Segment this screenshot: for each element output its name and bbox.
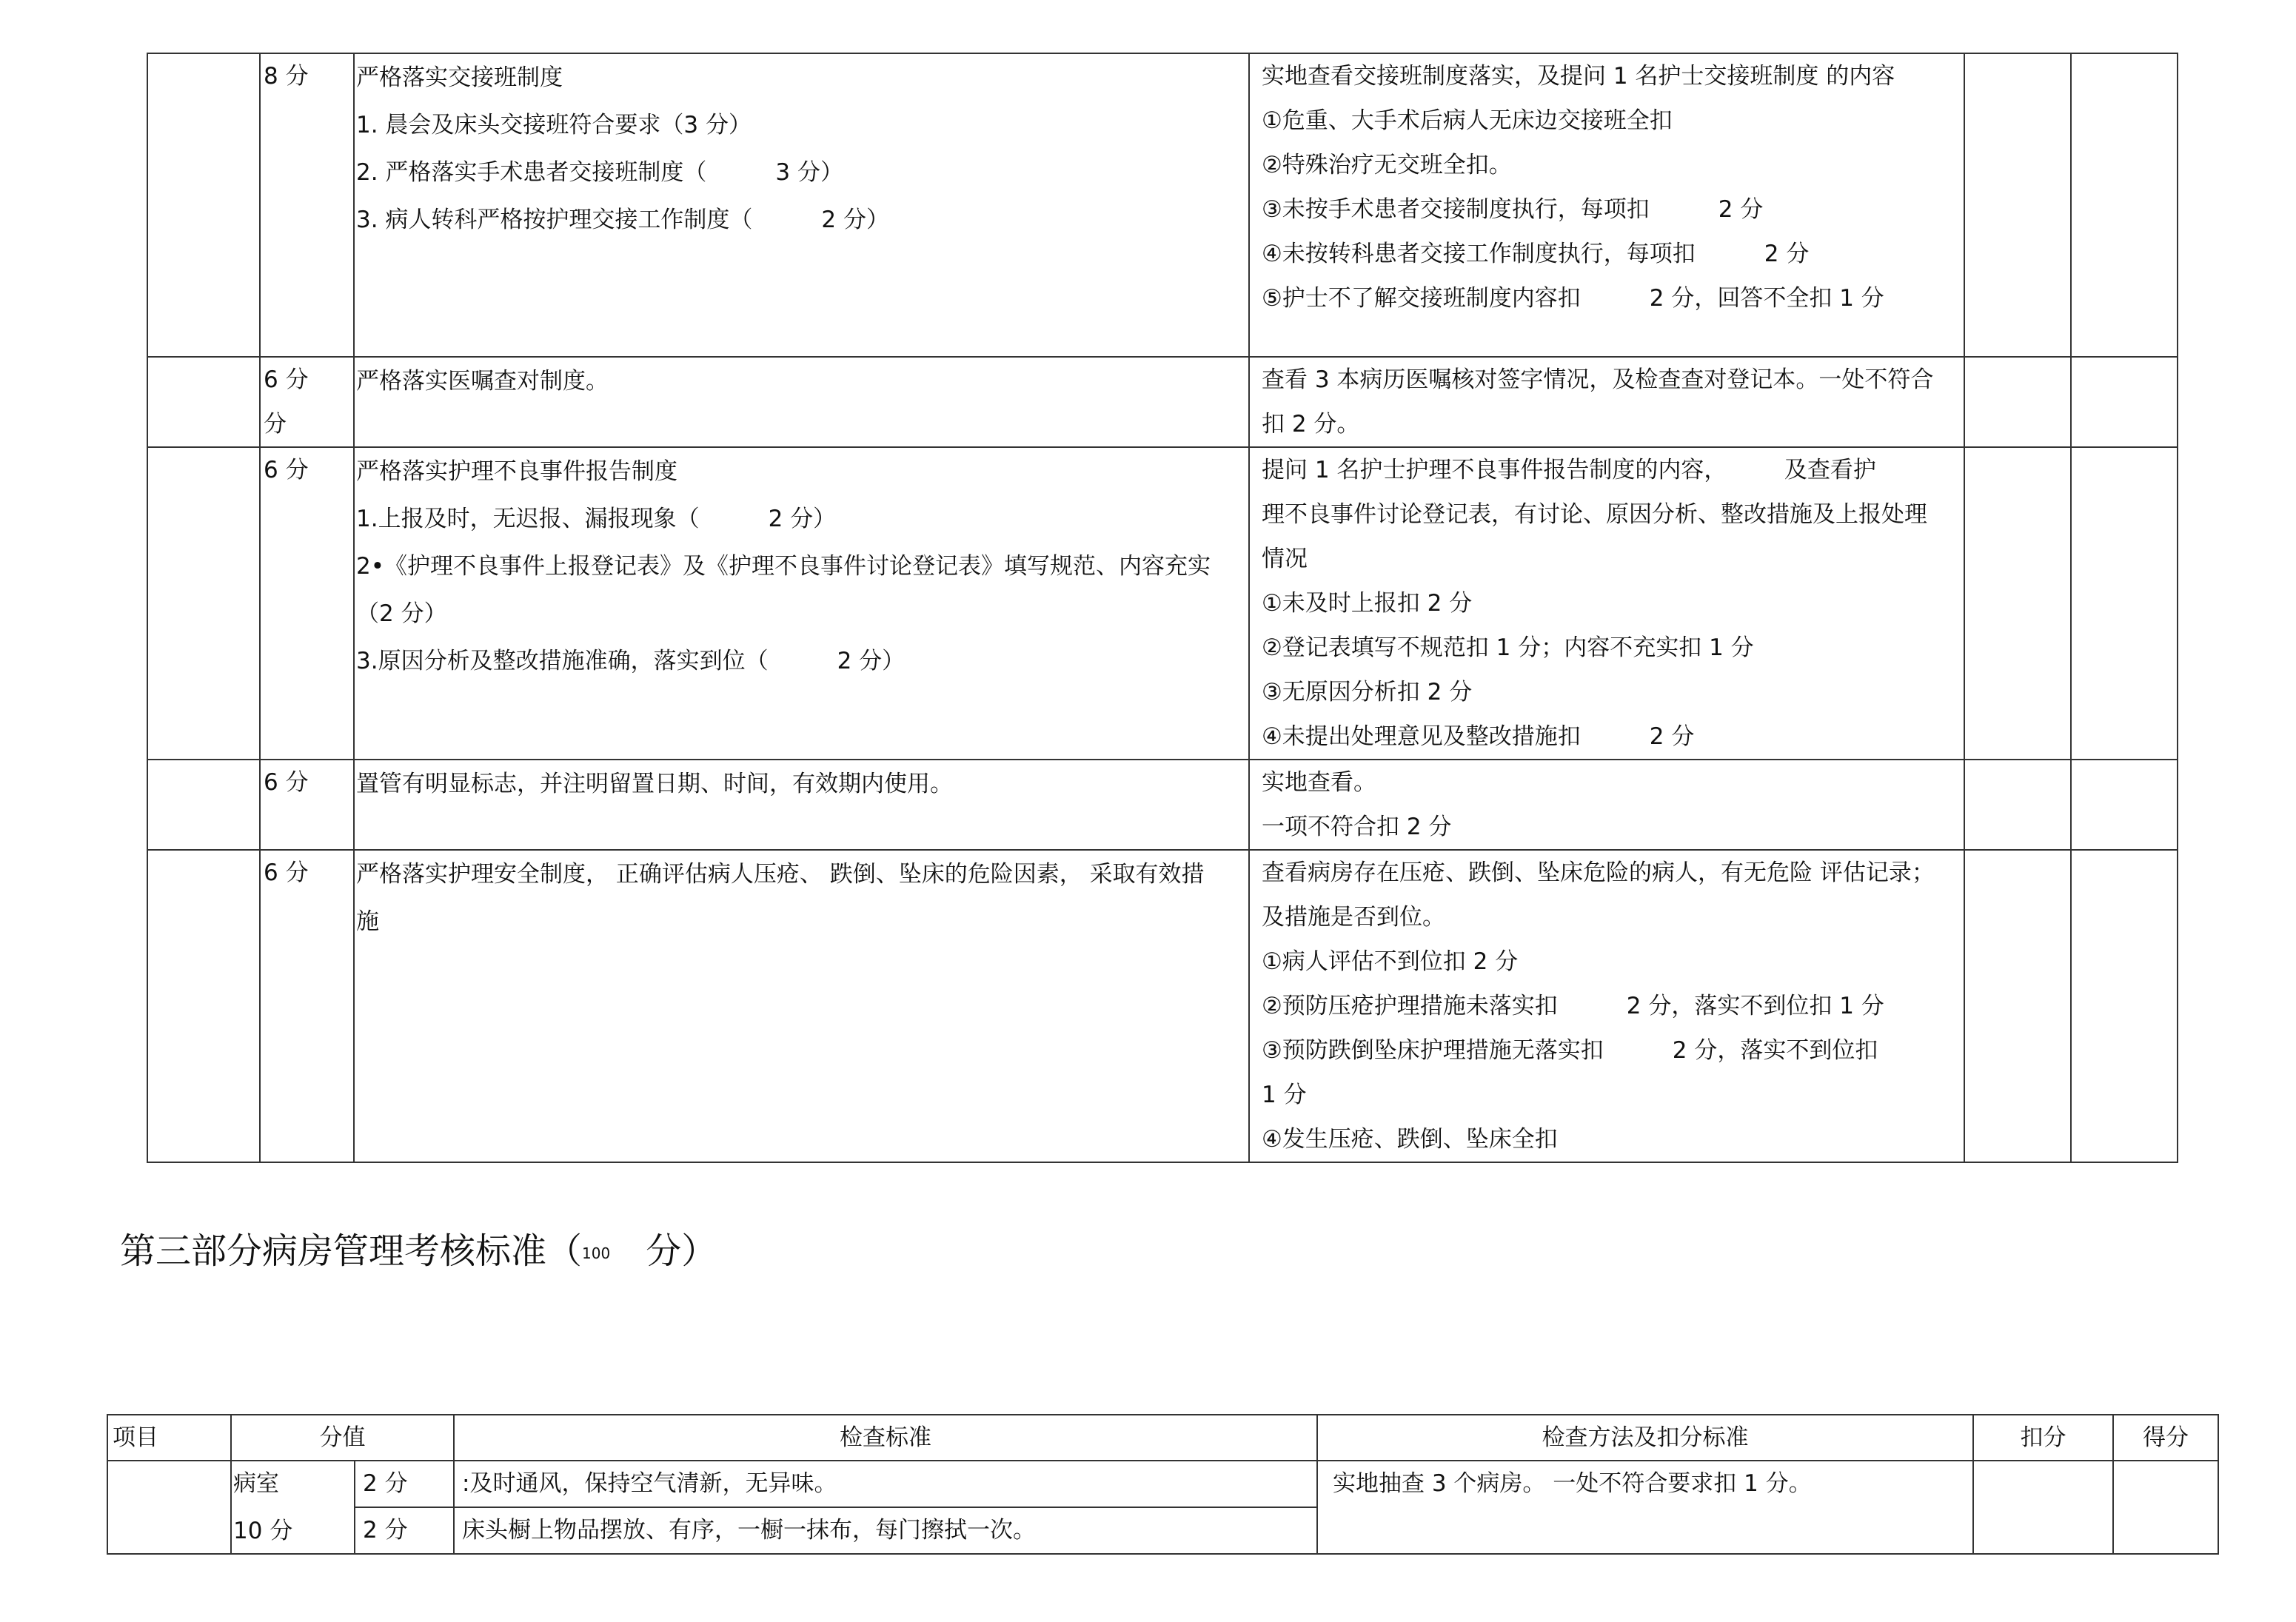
header-score: 分值 [231, 1415, 454, 1461]
standard-line: 严格落实交接班制度 [356, 64, 563, 91]
header-deduction: 扣分 [1973, 1415, 2113, 1461]
score-cell [260, 760, 354, 850]
item-cell [147, 760, 260, 850]
method-cell: 实地抽查 3 个病房。 一处不符合要求扣 1 分。 [1317, 1461, 1973, 1554]
final-score-cell [2071, 357, 2178, 447]
method-line: 查看病房存在压疮、跌倒、坠床危险的病人，有无危险 评估记录； [1262, 859, 1935, 886]
standard-cell: 床头橱上物品摆放、有序，一橱一抹布，每门擦拭一次。 [454, 1507, 1317, 1554]
score-value: 6 分 分 [264, 366, 309, 438]
method-cell [1249, 850, 1964, 1162]
standard-cell [354, 447, 1249, 760]
deduction-cell [1964, 53, 2071, 357]
item-cell [147, 53, 260, 357]
deduction-cell [1964, 850, 2071, 1162]
method-cell [1249, 357, 1964, 447]
final-score-cell [2071, 850, 2178, 1162]
method-cell [1249, 760, 1964, 850]
standard-cell [354, 850, 1249, 1162]
header-item: 项目 [107, 1415, 231, 1461]
header-standard: 检查标准 [454, 1415, 1317, 1461]
method-line: ①未及时上报扣 2 分 [1262, 590, 1473, 617]
score-cell [260, 447, 354, 760]
standard-line: 严格落实护理不良事件报告制度 [356, 458, 677, 485]
deduction-cell [1964, 447, 2071, 760]
method-line: 1 分 [1262, 1082, 1307, 1108]
standard-line: 施 [356, 908, 379, 935]
standard-line: 1.上报及时，无迟报、漏报现象（ 2 分） [356, 506, 837, 532]
standard-cell: :及时通风，保持空气清新，无异味。 [454, 1461, 1317, 1507]
standard-line: （2 分） [356, 600, 447, 627]
method-line: ②登记表填写不规范扣 1 分；内容不充实扣 1 分 [1262, 634, 1754, 661]
method-line: ③未按手术患者交接制度执行，每项扣 2 分 [1262, 196, 1764, 223]
method-line: ①病人评估不到位扣 2 分 [1262, 948, 1519, 975]
final-score-cell [2071, 447, 2178, 760]
method-line: ④未提出处理意见及整改措施扣 2 分 [1262, 723, 1695, 750]
section-title: 第三部分病房管理考核标准（100 分） [120, 1230, 717, 1272]
method-line: 提问 1 名护士护理不良事件报告制度的内容， 及查看护 [1262, 457, 1876, 483]
method-line: 扣 2 分。 [1262, 411, 1360, 438]
method-line: 及措施是否到位。 [1262, 904, 1445, 931]
method-line: 实地查看交接班制度落实，及提问 1 名护士交接班制度 的内容 [1262, 63, 1895, 90]
method-line: 查看 3 本病历医嘱核对签字情况，及检查查对登记本。一处不符合 [1262, 366, 1934, 393]
nursing-quality-table-continued [147, 53, 2178, 1163]
standard-line: 2•《护理不良事件上报登记表》及《护理不良事件讨论登记表》填写规范、内容充实 [356, 553, 1211, 580]
deduction-cell [1973, 1461, 2113, 1554]
method-cell [1249, 447, 1964, 760]
method-line: ③预防跌倒坠床护理措施无落实扣 2 分，落实不到位扣 [1262, 1037, 1878, 1064]
score-value: 6 分 [264, 859, 309, 886]
table-row [147, 850, 2178, 1162]
method-line: ①危重、大手术后病人无床边交接班全扣 [1262, 107, 1673, 134]
final-score-cell [2071, 760, 2178, 850]
standard-cell [354, 53, 1249, 357]
item-cell [147, 447, 260, 760]
method-line: ④发生压疮、跌倒、坠床全扣 [1262, 1126, 1558, 1153]
score-value: 6 分 [264, 769, 309, 796]
item-cell [147, 357, 260, 447]
method-line: ⑤护士不了解交接班制度内容扣 2 分，回答不全扣 1 分 [1262, 285, 1884, 312]
standard-line: 1. 晨会及床头交接班符合要求（3 分） [356, 112, 752, 138]
item-cell [147, 850, 260, 1162]
method-line: 情况 [1262, 546, 1308, 572]
standard-cell [354, 357, 1249, 447]
standard-line: 严格落实护理安全制度， 正确评估病人压疮、 跌倒、坠床的危险因素， 采取有效措 [356, 861, 1205, 888]
deduction-cell [1964, 357, 2071, 447]
method-line: ②特殊治疗无交班全扣。 [1262, 152, 1512, 178]
standard-line: 3. 病人转科严格按护理交接工作制度（ 2 分） [356, 207, 890, 233]
final-score-cell [2071, 53, 2178, 357]
table-header-row [107, 1415, 2218, 1461]
method-line: ④未按转科患者交接工作制度执行，每项扣 2 分 [1262, 241, 1810, 267]
table-row [147, 53, 2178, 357]
standard-line: 置管有明显标志，并注明留置日期、时间，有效期内使用。 [356, 771, 953, 797]
standard-line: 3.原因分析及整改措施准确，落实到位（ 2 分） [356, 648, 906, 674]
standard-line: 2. 严格落实手术患者交接班制度（ 3 分） [356, 159, 844, 186]
score-value: 6 分 [264, 457, 309, 483]
room-cell: 病室 10 分 [231, 1461, 355, 1554]
table-row [107, 1461, 2218, 1507]
method-line: ③无原因分析扣 2 分 [1262, 679, 1473, 706]
score-cell: 2 分 [355, 1507, 454, 1554]
score-cell [260, 850, 354, 1162]
score-value: 8 分 [264, 63, 309, 90]
standard-cell [354, 760, 1249, 850]
method-cell [1249, 53, 1964, 357]
table-row [147, 357, 2178, 447]
method-line: 实地查看。 [1262, 769, 1376, 796]
deduction-cell [1964, 760, 2071, 850]
table-row [147, 447, 2178, 760]
header-method: 检查方法及扣分标准 [1317, 1415, 1973, 1461]
score-cell: 2 分 [355, 1461, 454, 1507]
header-final-score: 得分 [2113, 1415, 2218, 1461]
ward-management-table [107, 1414, 2219, 1555]
method-line: 理不良事件讨论登记表，有讨论、原因分析、整改措施及上报处理 [1262, 501, 1927, 528]
item-cell [107, 1461, 231, 1554]
standard-line: 严格落实医嘱查对制度。 [356, 368, 609, 395]
method-line: 一项不符合扣 2 分 [1262, 814, 1452, 840]
table-row [147, 760, 2178, 850]
final-score-cell [2113, 1461, 2218, 1554]
score-cell [260, 357, 354, 447]
method-line: ②预防压疮护理措施未落实扣 2 分，落实不到位扣 1 分 [1262, 993, 1884, 1019]
score-cell [260, 53, 354, 357]
